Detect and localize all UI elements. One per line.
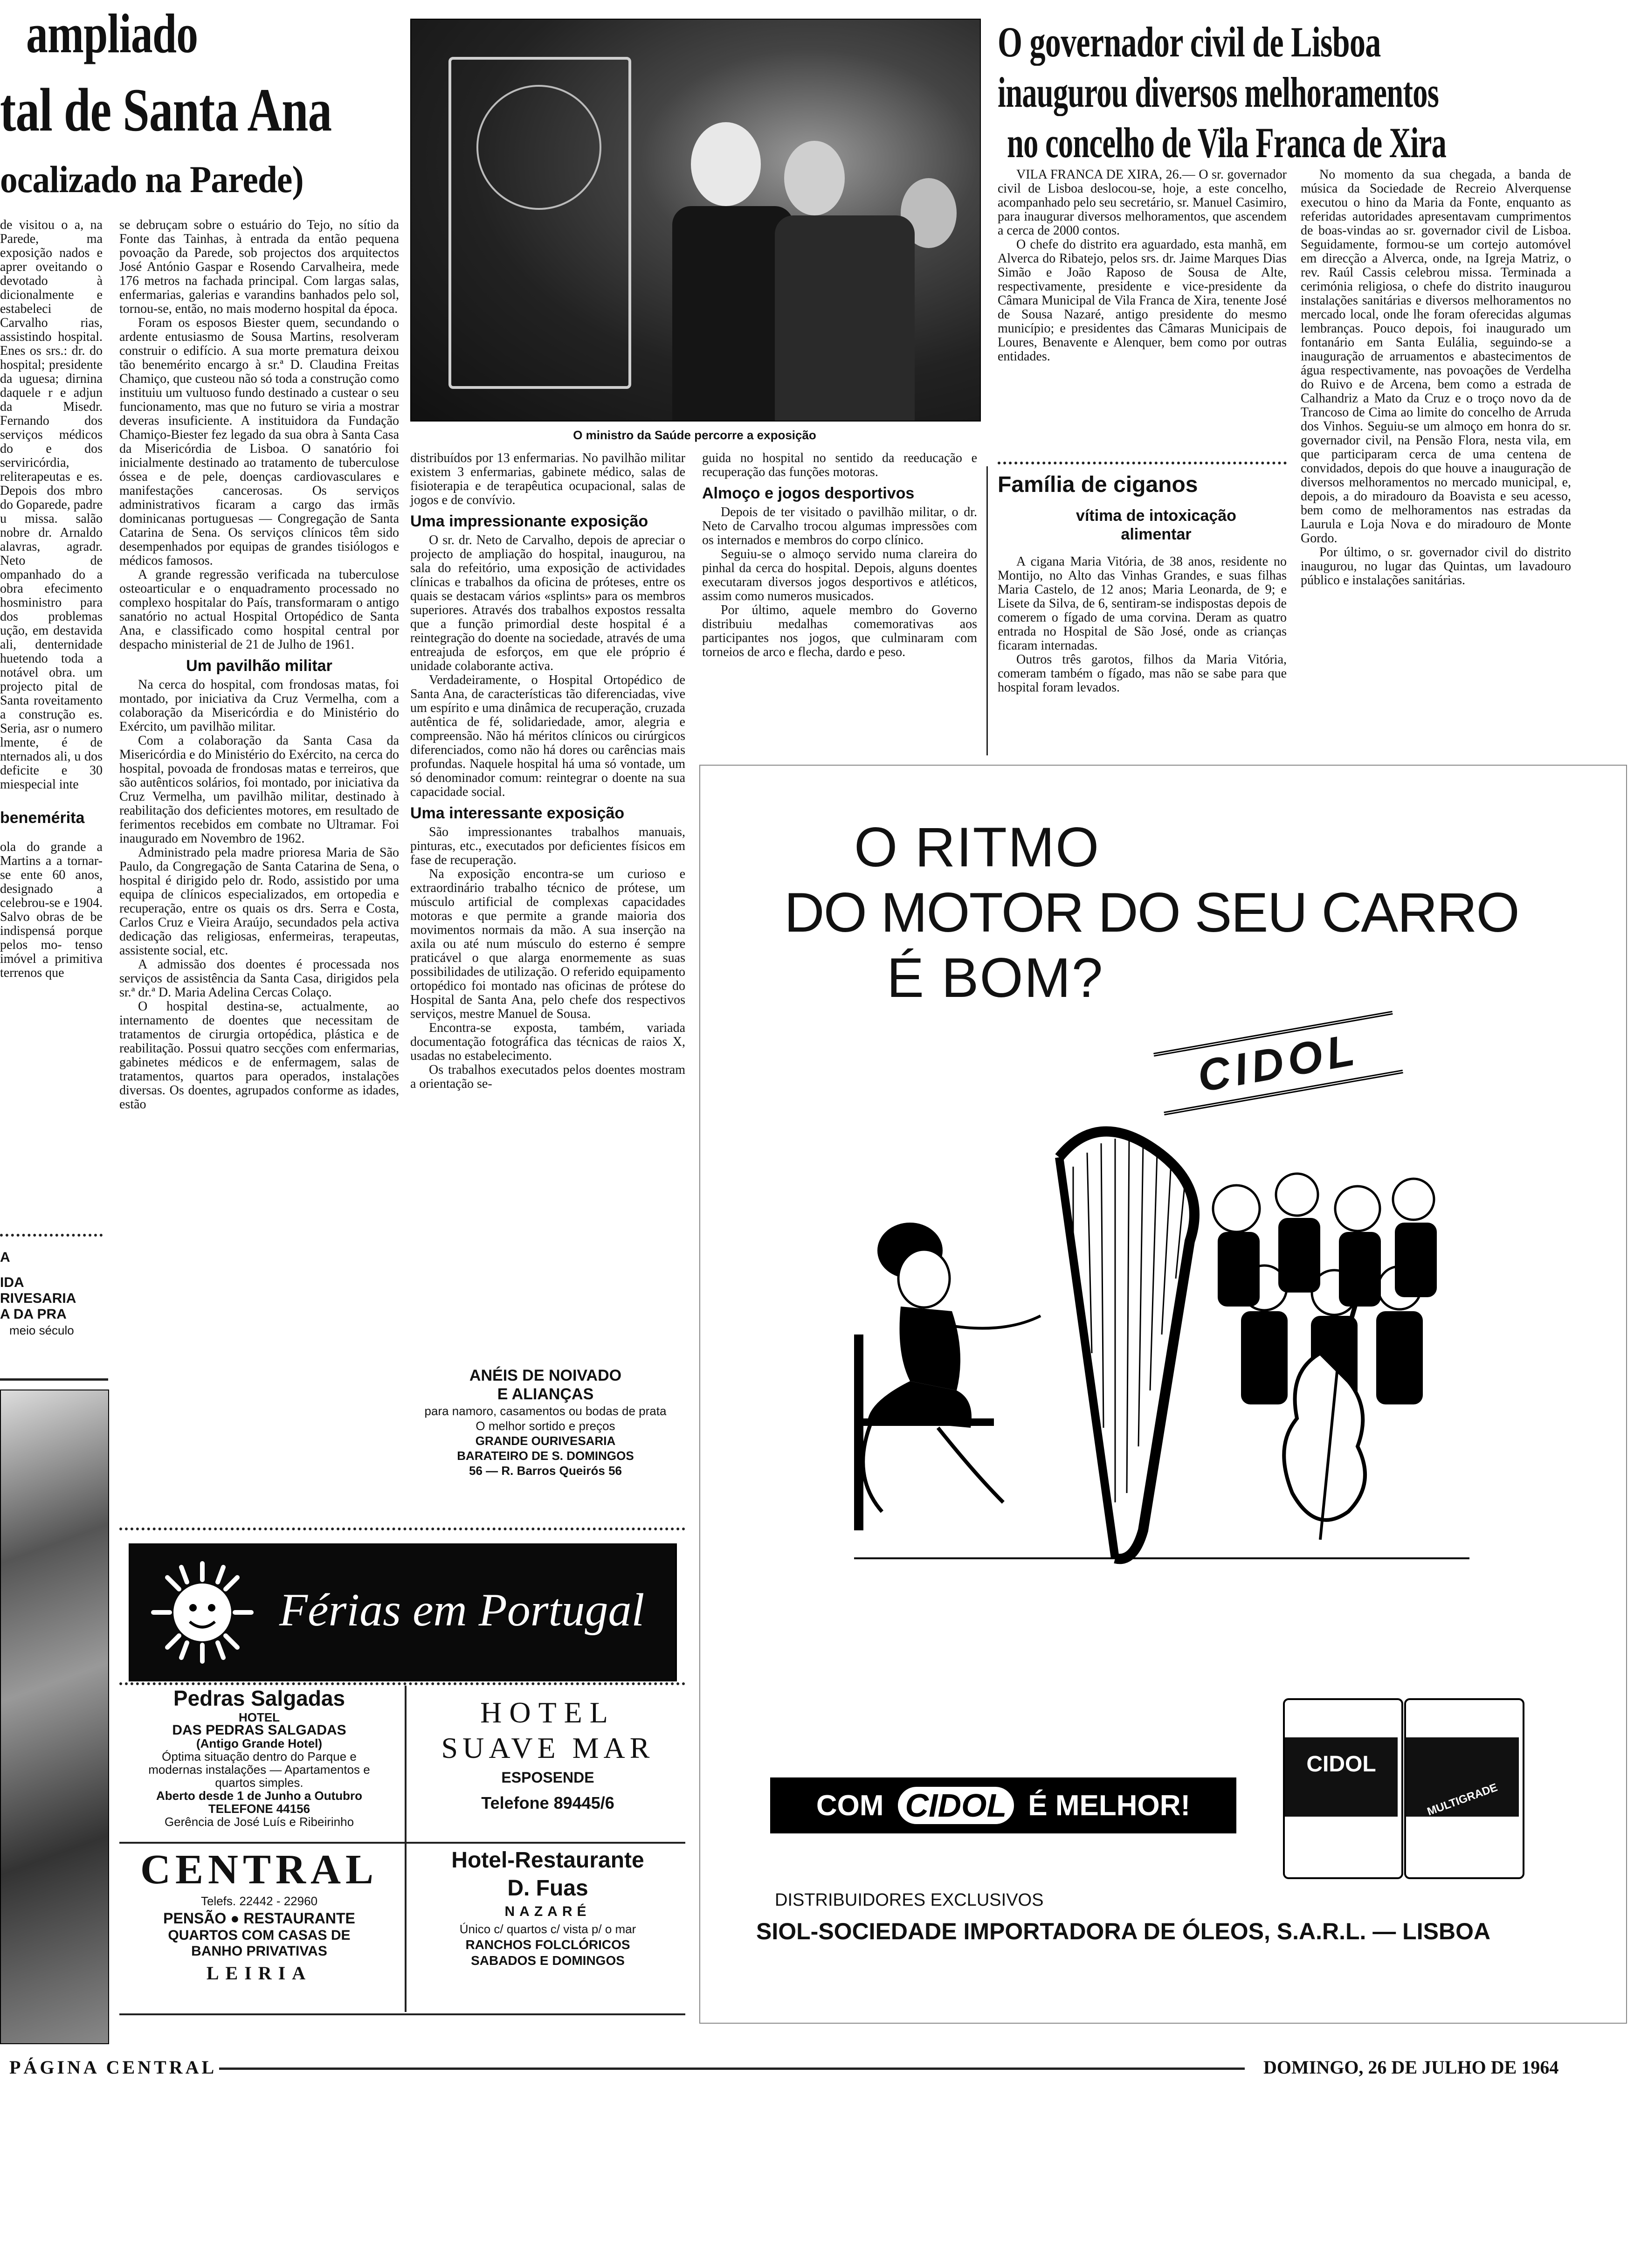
pedras-line7: TELEFONE 44156 <box>208 1802 310 1816</box>
photo-caption: O ministro da Saúde percorre a exposição <box>573 428 816 442</box>
cidol-slogan-bar <box>770 1777 1236 1833</box>
aneis-line2: E ALIANÇAS <box>497 1385 594 1403</box>
divider-rule <box>986 466 988 755</box>
left-strip-line3: RIVESARIA <box>0 1291 76 1306</box>
right-col1-p1: VILA FRANCA DE XIRA, 26.— O sr. governador civil de Lisboa deslocou-se, hoje, a este concelho, acompanhado pelo seu secretário, sr. Manuel Casimiro, para inaugurar diversos melhoramentos, que ascendem a cerca de 2000 contos. <box>998 167 1287 238</box>
photo-figure-body <box>775 215 915 421</box>
subhead-pavilhao-militar: Um pavilhão militar <box>186 657 332 675</box>
cidol-oil-can <box>1404 1698 1524 1879</box>
fuas-line3: NAZARÉ <box>504 1904 591 1919</box>
pedras-line2: HOTEL <box>238 1710 280 1724</box>
col3-p6: Encontra-se exposta, também, variada documentação fotográfica das técnicas de raios X, usadas no estabelecimento. <box>410 1021 685 1063</box>
left-strip-line4: A DA PRA <box>0 1307 67 1322</box>
left-headline-line2: tal de Santa Ana <box>0 76 332 144</box>
right-article-column-2 <box>1301 168 1571 755</box>
left-col1b-text: ola do grande a Martins a a tornar-se ente 60 anos, designado a celebrou-se e 1904. Salvo obras de be indispensá porque pelos mo- tenso imóvel a primitiva terrenos que <box>0 840 103 980</box>
sun-icon <box>149 1559 256 1666</box>
col3-p1: distribuídos por 13 enfermarias. No pavilhão militar existem 3 enfermarias, gabinete médico, salas de fisioterapia e de terapêutica ocupacional, salas de jogos e de convívio. <box>410 451 685 507</box>
can-label-1: CIDOL <box>1306 1752 1376 1777</box>
cidol-headline-3: É BOM? <box>887 947 1104 1009</box>
divider-dotted <box>998 462 1287 464</box>
pedras-salgadas-ad <box>119 1686 399 1839</box>
left-strip-ad <box>0 1250 107 1371</box>
left-strip-line1: A <box>0 1250 10 1265</box>
aneis-line3: para namoro, casamentos ou bodas de prata <box>424 1404 667 1418</box>
central-line3: PENSÃO ● RESTAURANTE <box>163 1910 355 1927</box>
left-article-column-1 <box>0 218 103 980</box>
central-ad <box>119 1846 399 2010</box>
pedras-line4: (Antigo Grande Hotel) <box>196 1736 323 1750</box>
col3-p3: Verdadeiramente, o Hospital Ortopédico de Santa Ana, de características tão diferenciadas, vive um espírito e uma dinâmica de recuperação, cruzada autêntica de fé, solidariedade, amor, alegria e compreensão. Não há méritos clínicos ou cirúrgicos diferenciados, como não há dores ou carências mais profundas. Naquele hospital há uma só vontade, um só denominador comum: reintegrar o doente na sua capacidade social. <box>410 673 685 799</box>
divider-dotted <box>0 1234 103 1237</box>
central-line6: LEIRIA <box>206 1963 312 1984</box>
ciganos-p1: A cigana Maria Vitória, de 38 anos, residente no Montijo, no Alto das Vinhas Grandes, e suas filhas Maria Castelo, de 12 anos; Maria Leonarda, de 9; e Lisete da Silva, de 6, sentiram-se indispostas depois de comerem o fígado de uma corvina. Deram as quatro entrada no Hospital de São José, onde as crianças ficaram internadas. <box>998 554 1287 653</box>
fuas-line2: D. Fuas <box>507 1876 588 1901</box>
col4-p3: Seguiu-se o almoço servido numa clareira do pinhal da cerca do hospital. Depois, alguns doentes executaram diversos jogos desportivos e atléticos, assim como numeros musicados. <box>702 547 977 603</box>
cidol-distributor-name: SIOL-SOCIEDADE IMPORTADORA DE ÓLEOS, S.A.R.L. — LISBOA <box>756 1918 1491 1944</box>
aneis-line1: ANÉIS DE NOIVADO <box>469 1367 622 1384</box>
d-fuas-ad <box>410 1846 685 2010</box>
divider-dotted <box>119 1682 685 1685</box>
col3-p5: Na exposição encontra-se um curioso e extraordinário trabalho técnico de prótese, um músculo artificial de complexas capacidades motoras e que permite a grande maioria dos movimentos normais da mão. A sua inserção na axila ou até num músculo do esterno é sempre praticável o que alarga enormemente as suas possibilidades de utilização. O referido equipamento ortopédico foi montado nas oficinas de prótese do Hospital de Santa Ana, pelo chefe dos respectivos serviços, mestre Manuel de Sousa. <box>410 867 685 1021</box>
col2-p7: A admissão dos doentes é processada nos serviços de assistência da Santa Casa, dirigidos pela sr.ª dr.ª D. Maria Adelina Cercas Colaço. <box>119 957 399 1000</box>
col3-p7: Os trabalhos executados pelos doentes mostram a orientação se- <box>410 1063 685 1091</box>
col3-p4: São impressionantes trabalhos manuais, pinturas, etc., executados por deficientes físicos em fase de recuperação. <box>410 825 685 867</box>
pedras-line3: DAS PEDRAS SALGADAS <box>172 1722 346 1738</box>
left-strip-line5: meio século <box>9 1323 74 1337</box>
col2-p5: Com a colaboração da Santa Casa da Misericórdia e do Ministério do Exército, na cerca do hospital, povoada de frondosas matas e terreiros, que são autênticos solários, foi montado, por iniciativa da Cruz Vermelha, um pavilhão militar, destinado à reabilitação dos deficientes motores, em resultado de ferimentos recebidos em combate no Ultramar. Foi inaugurado em Novembro de 1962. <box>119 733 399 846</box>
right-headline-line2: inaugurou diversos melhoramentos <box>998 69 1439 116</box>
col4-p1: guida no hospital no sentido da reeducação e recuperação das funções motoras. <box>702 451 977 479</box>
divider-rule <box>119 1842 685 1844</box>
subhead-almoco-jogos: Almoço e jogos desportivos <box>702 484 915 502</box>
slogan-suffix: É MELHOR! <box>1028 1789 1191 1822</box>
suave-line4: Telefone 89445/6 <box>481 1793 614 1812</box>
ferias-title: Férias em Portugal <box>279 1584 645 1636</box>
right-col1-p2: O chefe do distrito era aguardado, esta manhã, em Alverca do Ribatejo, pelos srs. dr. Jaime Marques Dias Simão e João Raposo de Sousa de Alte, respectivamente, presidente e vice-presidente da Câmara Municipal de Vila Franca de Xira, tenente José de Sousa Nazaré, antigo presidente do mesmo município; e presidentes das Câmaras Municipais de Loures, Benavente e Alenquer, bem como por outras entidades. <box>998 237 1287 364</box>
aneis-line7: 56 — R. Barros Queirós 56 <box>469 1464 622 1478</box>
cidol-distributors-label: DISTRIBUIDORES EXCLUSIVOS <box>775 1890 1044 1910</box>
can-label-2: MULTIGRADE <box>1425 1781 1499 1819</box>
photo-figure-face <box>691 122 761 206</box>
ciganos-subtitle: vítima de intoxicação alimentar <box>1076 507 1236 543</box>
divider-rule <box>0 1378 108 1381</box>
col2-p8: O hospital destina-se, actualmente, ao internamento de doentes que necessitam de tratamentos de cirurgia ortopédica, plástica e de reabilitação. Possui quatro secções com enfermarias, gabinetes médicos e de enfermagem, salas de tratamentos, quartos para operados, instalações diversas. Os doentes, agrupados conforme as idades, estão <box>119 999 399 1112</box>
central-line1: CENTRAL <box>140 1846 379 1893</box>
right-col2-p1: No momento da sua chegada, a banda de música da Sociedade de Recreio Alverquense executou o hino da Maria da Fonte, enquanto as referidas autoridades apresentavam cumprimentos de boas-vindas ao sr. governador civil de Lisboa. Seguidamente, formou-se um cortejo automóvel em direcção a Alverca, onde, na Igreja Matriz, o rev. Raúl Cassis celebrou missa. Terminada a cerimónia religiosa, o chefe do distrito inaugurou instalações sanitárias e diversos melhoramentos no mercado local, onde lhe foram oferecidas algumas lembranças. Pouco depois, foi inaugurado um fontanário em Santa Eulália, seguindo-se a inauguração de arruamentos e abastecimentos de água respectivamente, nas povoações de Verdelha do Ruivo e de Arcena, bem como a estrada de Calhandriz a Mato da Cruz e o troço novo da de Trancoso de Cima ao limite do concelho de Arruda dos Vinhos. Seguiu-se um almoço em honra do sr. governador civil, na Pensão Flora, nesta vila, em que participaram cerca de uma centena de convidados, depois do que houve a inauguração de diversos melhoramentos no mercado municipal, e, depois, a do miradouro da Boavista e seu acesso, bem como de melhoramentos nas estradas da Laurula e Loja Nova e do miradouro de Monte Gordo. <box>1301 167 1571 546</box>
fuas-line5: RANCHOS FOLCLÓRICOS <box>465 1937 630 1952</box>
right-headline-line1: O governador civil de Lisboa <box>998 18 1381 66</box>
cidol-headline-1: O RITMO <box>854 816 1100 878</box>
pedras-line6: Aberto desde 1 de Junho a Outubro <box>156 1789 363 1803</box>
left-strip-photo <box>0 1390 109 2044</box>
pedras-line5: Óptima situação dentro do Parque e modernas instalações — Apartamentos e quartos simples. <box>148 1749 370 1790</box>
suave-line3: ESPOSENDE <box>501 1769 594 1786</box>
left-headline-line3: ocalizado na Parede) <box>0 158 303 201</box>
right-headline-line3: no concelho de Vila Franca de Xira <box>1007 119 1447 166</box>
left-article-column-2 <box>119 218 399 1519</box>
left-article-column-3 <box>410 451 685 1361</box>
right-col2-p2: Por último, o sr. governador civil do distrito inaugurou, no lugar das Quintas, um lavadouro público e instalações sanitárias. <box>1301 545 1571 588</box>
left-strip-line2: IDA <box>0 1275 24 1290</box>
col2-p1: se debruçam sobre o estuário do Tejo, no sítio da Fonte das Tainhas, à entrada da então pequena povoação da Parede, sob projectos dos arquitectos José António Gaspar e Rosendo Carvalheira, mede 176 metros na fachada principal. Com largas salas, enfermarias, galerias e varandins banhados pelo sol, tornou-se, então, no mais moderno hospital da época. <box>119 218 399 316</box>
left-article-column-4 <box>702 451 977 750</box>
ferias-em-portugal-ad <box>129 1543 677 1681</box>
minister-photo <box>410 19 981 422</box>
divider-rule <box>405 1686 407 2012</box>
cidol-ad <box>699 765 1627 2024</box>
slogan-brand: CIDOL <box>898 1787 1014 1824</box>
fuas-line4: Único c/ quartos c/ vista p/ o mar <box>459 1922 636 1936</box>
col4-p2: Depois de ter visitado o pavilhão militar, o dr. Neto de Carvalho trocou algumas impressões com os internados e membros do corpo clínico. <box>702 505 977 547</box>
suave-mar-ad <box>410 1686 685 1839</box>
subhead-impressionante-exposicao: Uma impressionante exposição <box>410 512 648 530</box>
col2-p4: Na cerca do hospital, com frondosas matas, foi montado, por iniciativa da Cruz Vermelha, com a colaboração da Misericórdia e do Ministério do Exército, um pavilhão militar. <box>119 678 399 734</box>
col2-p6: Administrado pela madre prioresa Maria de São Paulo, da Congregação de Santa Catarina de Sena, o hospital é dirigido pelo dr. Rodo, assistido por uma equipa de clínicos especializados, em ortopedia e recuperação, entre os quais os drs. Serra e Costa, Carlos Cruz e Vieira Araújo, secundados pela activa dedicação das religiosas, enfermeiras, terapeutas, assistente social, etc. <box>119 845 399 958</box>
cidol-headline-2: DO MOTOR DO SEU CARRO <box>784 881 1519 944</box>
ciganos-title: Família de ciganos <box>998 472 1198 497</box>
left-col1-text: de visitou o a, na Parede, ma exposição nados e aprer oveitando o devotado à dicionalmente e estabeleci de Carvalho rias, assistindo hospital. Enes os srs.: dr. do hospital; presidente da uguesa; dirnina daquele r e adjun da Misedr. Fernando dos serviços médicos do e dos serviricórdia, reliterapeutas e es. Depois dos mbro do Goparede, padre u missa. salão nobre dr. Arnaldo alavras, agradr. Neto de ompanhado do a obra efecimento hosministro para dos problemas ução, em destavida ali, denternidade huetendo toda a notável obra. um projecto pital de Santa roveitamento a construção es. Seria, asr o numero lmente, é de nternados ali, u dos deficite e 30 miespecial inte <box>0 218 103 792</box>
left-headline-line1: ampliado <box>26 2 198 64</box>
ciganos-body <box>998 555 1287 751</box>
left-subhead-benemerita: benemérita <box>0 809 85 827</box>
col2-p2: Foram os esposos Biester quem, secundando o ardente entusiasmo de Sousa Martins, resolveram construir o edifício. A sua morte prematura deixou tão benemérito encargo à sr.ª D. Claudina Freitas Chamiço, que custeou não só toda a construção como instituiu um vultuoso fundo destinado a custear o seu funcionamento, mas que no futuro se viria a mostrar deveras insuficiente. A instituidora da Fundação Chamiço-Biester fez legado da sua obra à Santa Casa da Misericórdia de Lisboa. O sanatório foi inicialmente destinado ao tratamento de tuberculose óssea e de pele, doenças cardiovasculares e manifestações cancerosas. Os serviços administrativos ficaram a cargo das irmãs dominicanas portuguesas — Congregação de Santa Catarina de Sena. Os serviços clínicos têm sido desempenhados por equipas de grandes tisiólogos e médicos famosos. <box>119 316 399 568</box>
col2-p3: A grande regressão verificada na tuberculose osteoarticular e o enquadramento processado no complexo hospitalar do País, transformaram o antigo sanatório no actual Hospital Ortopédico de Santa Ana, e classificado como hospital central por despacho ministerial de 21 de Julho de 1961. <box>119 567 399 652</box>
aneis-line6: BARATEIRO DE S. DOMINGOS <box>457 1449 634 1463</box>
aneis-ad <box>406 1366 685 1520</box>
central-line5: BANHO PRIVATIVAS <box>191 1943 327 1959</box>
cidol-oil-can <box>1283 1698 1403 1879</box>
aneis-line4: O melhor sortido e preços <box>476 1419 615 1433</box>
harpist-orchestra-illustration <box>854 1092 1469 1614</box>
divider-rule <box>119 2013 685 2015</box>
col3-p2: O sr. dr. Neto de Carvalho, depois de apreciar o projecto de ampliação do hospital, inaugurou, na sala do refeitório, uma exposição de actividades clínicas e trabalhos da oficina de próteses, entre os quais se destacam vários «splints» para os membros superiores. Através dos trabalhos expostos ressalta que a função primordial deste hospital é a reintegração do doente na sociedade, através de uma entreajuda de esforços, em que ele próprio é unidade colaborante activa. <box>410 533 685 673</box>
central-line4: QUARTOS COM CASAS DE <box>168 1928 351 1943</box>
fuas-line1: Hotel-Restaurante <box>451 1848 644 1873</box>
slogan-prefix: COM <box>816 1789 884 1822</box>
cidol-logo-text: CIDOL <box>1193 1024 1363 1102</box>
can-band <box>1285 1737 1398 1817</box>
footer-date: DOMINGO, 26 DE JULHO DE 1964 <box>1263 2057 1559 2078</box>
suave-line1: HOTEL <box>480 1696 615 1729</box>
central-line2: Telefs. 22442 - 22960 <box>200 1894 318 1908</box>
col4-p4: Por último, aquele membro do Governo distribuiu medalhas comemorativas aos participantes nos jogos, que culminaram com torneios de arco e flecha, dardo e peso. <box>702 603 977 659</box>
right-article-column-1 <box>998 168 1287 457</box>
fuas-line6: SABADOS E DOMINGOS <box>471 1953 625 1968</box>
subhead-interessante-exposicao: Uma interessante exposição <box>410 804 625 822</box>
aneis-line5: GRANDE OURIVESARIA <box>475 1434 616 1448</box>
suave-line2: SUAVE MAR <box>441 1731 655 1764</box>
photo-equipment <box>476 85 601 210</box>
pedras-line8: Gerência de José Luís e Ribeirinho <box>164 1815 354 1829</box>
photo-figure-face <box>784 141 845 215</box>
ciganos-p2: Outros três garotos, filhos da Maria Vitória, comeram também o fígado, mas não se sabe para que hospital foram levados. <box>998 652 1287 695</box>
page-footer <box>0 2056 1641 2084</box>
footer-left-label: PÁGINA CENTRAL <box>9 2057 217 2078</box>
footer-rule <box>219 2067 1245 2070</box>
divider-dotted <box>119 1528 685 1530</box>
pedras-line1: Pedras Salgadas <box>173 1686 345 1710</box>
